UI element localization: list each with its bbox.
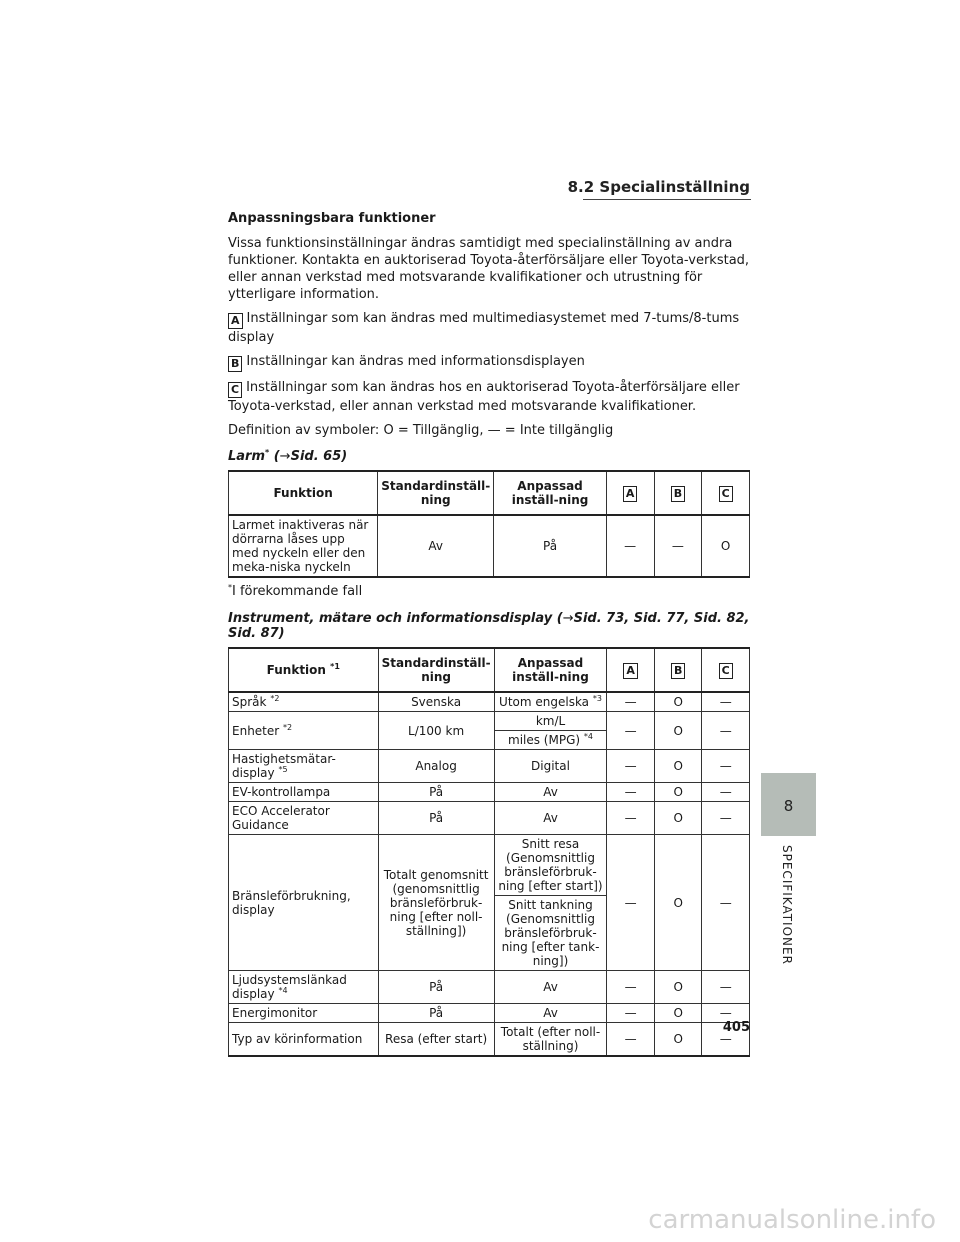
table-row	[229, 692, 750, 712]
cell-c: —	[702, 783, 750, 802]
cell-a: —	[607, 783, 655, 802]
cell-function: Typ av körinformation	[229, 1023, 379, 1057]
cell-a: —	[607, 692, 655, 712]
cell-function	[229, 692, 379, 712]
cell-b: O	[654, 692, 702, 712]
cell-c: O	[702, 515, 750, 577]
header-b	[654, 471, 702, 515]
cell-b: O	[654, 1023, 702, 1057]
cell-custom	[494, 692, 607, 712]
table-row	[229, 515, 750, 577]
legend-item-c	[228, 379, 750, 415]
cell-c: —	[702, 971, 750, 1004]
alarm-table	[228, 470, 750, 578]
cell-default: På	[378, 971, 494, 1004]
footnote-marker: *4	[278, 986, 288, 995]
cell-b: —	[654, 515, 702, 577]
cell-custom-text: miles (MPG)	[508, 733, 581, 747]
cell-b: O	[654, 802, 702, 835]
table-row	[229, 712, 750, 731]
cell-default: Av	[378, 515, 494, 577]
header-default: Standardinställ-ning	[378, 648, 494, 692]
cell-custom: Snitt tankning (Genomsnittlig bränsleförbruk-ning [efter tank-ning])	[494, 896, 607, 971]
chapter-label: SPECIFIKATIONER	[780, 845, 794, 965]
table1-heading	[228, 449, 750, 464]
legend-item-a	[228, 310, 750, 346]
footnote-marker: *4	[583, 732, 593, 741]
cell-custom: Digital	[494, 750, 607, 783]
intro-paragraph: Vissa funktionsinställningar ändras samtidigt med specialinställning av andra funktioner. Kontakta en auktoriserad Toyota-återförsäljare eller Toyota-verkstad, eller annan verkstad med motsvarande kvalifikationer och utrustning för ytterligare information.	[228, 236, 750, 302]
header-function: Funktion	[229, 471, 378, 515]
cell-default: L/100 km	[378, 712, 494, 750]
cell-default: Analog	[378, 750, 494, 783]
cell-custom-text: Utom engelska	[499, 695, 590, 709]
footnote-marker: *2	[283, 722, 293, 732]
footnote-marker: *2	[270, 694, 280, 703]
legend-text: Inställningar som kan ändras med multimediasystemet med 7-tums/8-tums display	[228, 311, 740, 345]
header-custom: Anpassad inställ-ning	[494, 471, 607, 515]
badge-c-icon: C	[228, 382, 242, 398]
cell-custom	[494, 731, 607, 750]
cell-custom: På	[494, 515, 607, 577]
footnote	[228, 584, 750, 599]
cell-default: Totalt genomsnitt (genomsnittlig bränsleförbruk-ning [efter noll-ställning])	[378, 835, 494, 971]
footnote-marker: *3	[592, 694, 602, 703]
section-heading: Anpassningsbara funktioner	[228, 211, 436, 226]
cell-default: Resa (efter start)	[378, 1023, 494, 1057]
badge-c-icon: C	[719, 663, 733, 679]
cell-c: —	[702, 750, 750, 783]
table2-heading	[228, 611, 750, 641]
table-row	[229, 835, 750, 896]
cell-a: —	[606, 515, 654, 577]
arrow-right-icon: →	[562, 611, 574, 626]
cell-custom: km/L	[494, 712, 607, 731]
header-b	[654, 648, 702, 692]
legend-text: Inställningar kan ändras med informationsdisplayen	[246, 354, 585, 369]
header-a	[607, 648, 655, 692]
badge-b-icon: B	[228, 356, 242, 372]
cell-a: —	[607, 971, 655, 1004]
symbol-definition: Definition av symboler: O = Tillgänglig, — = Inte tillgänglig	[228, 423, 614, 438]
badge-b-icon: B	[671, 486, 685, 502]
legend-item-b	[228, 353, 750, 372]
badge-a-icon: A	[623, 486, 638, 502]
cell-function-text: Ljudsystemslänkad display	[232, 973, 347, 1001]
footnote-marker: *	[228, 583, 232, 592]
instrument-table	[228, 647, 750, 1057]
badge-b-icon: B	[671, 663, 685, 679]
cell-a: —	[607, 802, 655, 835]
cell-a: —	[607, 712, 655, 750]
cell-b: O	[654, 1004, 702, 1023]
footnote-marker: *1	[330, 662, 340, 671]
cell-c: —	[702, 712, 750, 750]
chapter-number: 8	[783, 797, 794, 815]
cell-function-text: Enheter	[232, 723, 280, 738]
table-row	[229, 971, 750, 1004]
badge-a-icon: A	[228, 313, 243, 329]
table-header-row	[229, 648, 750, 692]
cell-a: —	[607, 750, 655, 783]
badge-c-icon: C	[719, 486, 733, 502]
cell-function: Bränsleförbrukning, display	[229, 835, 379, 971]
cell-c: —	[702, 692, 750, 712]
footnote-marker: *5	[278, 765, 288, 774]
cell-function: Energimonitor	[229, 1004, 379, 1023]
arrow-right-icon: →	[279, 449, 291, 464]
badge-a-icon: A	[623, 663, 638, 679]
table-row	[229, 1023, 750, 1057]
cell-custom: Snitt resa (Genomsnittlig bränsleförbruk-ning [efter start])	[494, 835, 607, 896]
footnote-text: I förekommande fall	[232, 584, 363, 599]
page-number: 405	[722, 1020, 750, 1035]
legend-text: Inställningar som kan ändras hos en auktoriserad Toyota-återförsäljare eller Toyota-verkstad, eller annan verkstad med motsvarande kvalifikationer.	[228, 380, 740, 414]
cell-default: Svenska	[378, 692, 494, 712]
cell-custom: Av	[494, 971, 607, 1004]
cell-function: ECO Accelerator Guidance	[229, 802, 379, 835]
cell-function	[229, 971, 379, 1004]
header-c	[702, 471, 750, 515]
header-divider	[583, 199, 751, 200]
cell-c: —	[702, 1023, 750, 1057]
table1-page-ref[interactable]: Sid. 65)	[290, 449, 348, 464]
cell-c: —	[702, 802, 750, 835]
cell-function	[229, 712, 379, 750]
cell-b: O	[654, 750, 702, 783]
footnote-marker: *	[265, 448, 270, 457]
cell-function	[229, 750, 379, 783]
table2-page-ref[interactable]: Sid. 73, Sid. 77, Sid. 82, Sid. 87)	[228, 611, 750, 641]
table-header-row	[229, 471, 750, 515]
cell-c: —	[702, 1004, 750, 1023]
page-content	[228, 207, 750, 1063]
header-a	[606, 471, 654, 515]
table-row	[229, 783, 750, 802]
header-default: Standardinställ-ning	[378, 471, 494, 515]
cell-function-text: Hastighetsmätar-display	[232, 752, 336, 780]
table-row	[229, 1004, 750, 1023]
cell-b: O	[654, 783, 702, 802]
cell-b: O	[654, 712, 702, 750]
cell-function: Larmet inaktiveras när dörrarna låses upp med nyckeln eller den meka-niska nyckeln	[229, 515, 378, 577]
cell-a: —	[607, 835, 655, 971]
cell-custom: Av	[494, 1004, 607, 1023]
cell-default: På	[378, 783, 494, 802]
cell-custom: Totalt (efter noll-ställning)	[494, 1023, 607, 1057]
table2-title: Instrument, mätare och informationsdisplay (	[228, 611, 563, 626]
cell-default: På	[378, 1004, 494, 1023]
cell-b: O	[654, 971, 702, 1004]
page-header-title: 8.2 Specialinställning	[567, 178, 750, 196]
cell-c: —	[702, 835, 750, 971]
table-row	[229, 802, 750, 835]
table1-title: Larm	[228, 449, 266, 464]
watermark: carmanualsonline.info	[648, 1205, 936, 1235]
cell-b: O	[654, 835, 702, 971]
cell-custom: Av	[494, 802, 607, 835]
cell-default: På	[378, 802, 494, 835]
cell-function: EV-kontrollampa	[229, 783, 379, 802]
cell-a: —	[607, 1023, 655, 1057]
table-row	[229, 750, 750, 783]
cell-function-text: Språk	[232, 695, 267, 709]
cell-a: —	[607, 1004, 655, 1023]
header-function-text: Funktion	[266, 663, 326, 677]
header-function	[229, 648, 379, 692]
table1-paren: (	[269, 449, 280, 464]
header-custom: Anpassad inställ-ning	[494, 648, 607, 692]
cell-custom: Av	[494, 783, 607, 802]
header-c	[702, 648, 750, 692]
